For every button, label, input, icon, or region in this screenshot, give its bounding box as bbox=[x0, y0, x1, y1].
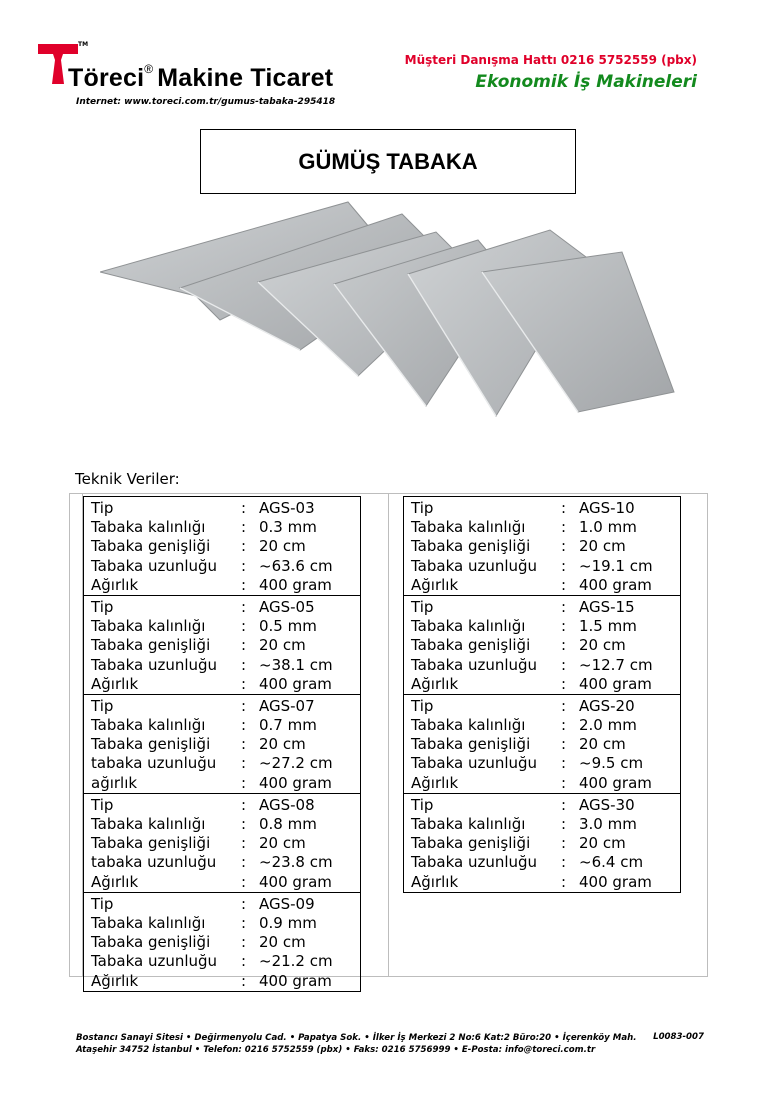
spec-row bbox=[404, 499, 680, 518]
spec-separator: : bbox=[241, 537, 247, 556]
spec-key: Tabaka genişliği bbox=[91, 636, 211, 655]
spec-row bbox=[84, 576, 360, 595]
spec-row bbox=[84, 774, 360, 793]
spec-value: 400 gram bbox=[579, 674, 652, 693]
spec-key: Ağırlık bbox=[411, 575, 459, 594]
spec-key: Tip bbox=[411, 795, 434, 814]
spec-block bbox=[84, 497, 360, 596]
spec-value: 20 cm bbox=[579, 537, 626, 556]
spec-value: 400 gram bbox=[259, 971, 332, 990]
spec-value: ~12.7 cm bbox=[579, 655, 653, 674]
spec-value: 20 cm bbox=[259, 834, 306, 853]
document-code: L0083-007 bbox=[653, 1032, 704, 1042]
silver-sheets-photo bbox=[100, 200, 680, 450]
spec-row bbox=[84, 815, 360, 834]
tech-data-label: Teknik Veriler: bbox=[75, 470, 180, 488]
spec-block bbox=[84, 794, 360, 893]
footer-line-2: Ataşehir 34752 İstanbul • Telefon: 0216 5752559 (pbx) • Faks: 0216 5756999 • E-Posta: info@toreci.com.tr bbox=[76, 1045, 596, 1055]
customer-hotline: Müşteri Danışma Hattı 0216 5752559 (pbx) bbox=[404, 53, 697, 67]
spec-row bbox=[84, 834, 360, 853]
spec-row bbox=[84, 697, 360, 716]
spec-row bbox=[404, 716, 680, 735]
spec-value: ~27.2 cm bbox=[259, 754, 333, 773]
spec-key: Tabaka kalınlığı bbox=[411, 716, 526, 735]
spec-block bbox=[404, 596, 680, 695]
spec-row bbox=[84, 895, 360, 914]
spec-key: Ağırlık bbox=[411, 872, 459, 891]
spec-value: AGS-30 bbox=[579, 795, 635, 814]
spec-separator: : bbox=[241, 933, 247, 952]
spec-key: Tabaka uzunluğu bbox=[91, 556, 218, 575]
spec-value: 20 cm bbox=[579, 735, 626, 754]
spec-block bbox=[404, 794, 680, 893]
spec-row bbox=[84, 796, 360, 815]
spec-separator: : bbox=[561, 655, 567, 674]
page-title: GÜMÜŞ TABAKA bbox=[298, 148, 478, 174]
spec-separator: : bbox=[241, 853, 247, 872]
spec-row bbox=[404, 675, 680, 694]
spec-row bbox=[404, 518, 680, 537]
spec-value: AGS-08 bbox=[259, 795, 315, 814]
spec-row bbox=[84, 716, 360, 735]
spec-row bbox=[84, 914, 360, 933]
spec-value: 400 gram bbox=[579, 773, 652, 792]
spec-row bbox=[404, 873, 680, 892]
spec-column-right bbox=[403, 496, 681, 893]
spec-value: 1.0 mm bbox=[579, 518, 637, 537]
spec-separator: : bbox=[241, 795, 247, 814]
spec-key: Ağırlık bbox=[91, 674, 139, 693]
spec-value: ~23.8 cm bbox=[259, 853, 333, 872]
spec-key: Tabaka genişliği bbox=[411, 537, 531, 556]
spec-separator: : bbox=[561, 735, 567, 754]
spec-key: Tabaka kalınlığı bbox=[91, 815, 206, 833]
spec-value: 20 cm bbox=[259, 933, 306, 952]
spec-separator: : bbox=[561, 716, 567, 735]
spec-key: tabaka uzunluğu bbox=[91, 754, 217, 773]
spec-separator: : bbox=[241, 597, 247, 616]
footer-line-1: Bostancı Sanayi Sitesi • Değirmenyolu Cad. • Papatya Sok. • İlker İş Merkezi 2 No:6 Kat:2 Büro:20 • İçerenköy Mah. bbox=[76, 1033, 637, 1043]
spec-key: Tabaka uzunluğu bbox=[411, 754, 538, 773]
spec-separator: : bbox=[241, 815, 247, 833]
spec-key: Tabaka kalınlığı bbox=[411, 617, 526, 636]
spec-row bbox=[84, 499, 360, 518]
title-box bbox=[200, 129, 576, 194]
spec-block bbox=[404, 497, 680, 596]
spec-separator: : bbox=[241, 716, 247, 735]
spec-separator: : bbox=[241, 617, 247, 636]
spec-separator: : bbox=[561, 853, 567, 872]
spec-separator: : bbox=[241, 696, 247, 715]
spec-key: Tabaka uzunluğu bbox=[91, 655, 218, 674]
spec-row bbox=[84, 537, 360, 556]
spec-key: Ağırlık bbox=[411, 674, 459, 693]
spec-row bbox=[84, 656, 360, 675]
spec-row bbox=[84, 735, 360, 754]
spec-key: Tip bbox=[91, 894, 114, 913]
spec-column-left bbox=[83, 496, 361, 992]
spec-separator: : bbox=[241, 754, 247, 773]
spec-separator: : bbox=[241, 518, 247, 537]
spec-row bbox=[404, 617, 680, 636]
spec-separator: : bbox=[561, 636, 567, 655]
spec-row bbox=[84, 636, 360, 655]
spec-key: Ağırlık bbox=[411, 773, 459, 792]
spec-row bbox=[84, 754, 360, 773]
spec-key: Tabaka kalınlığı bbox=[411, 518, 526, 537]
spec-row bbox=[84, 933, 360, 952]
spec-key: Tip bbox=[411, 696, 434, 715]
spec-value: 400 gram bbox=[259, 872, 332, 891]
spec-key: Tabaka uzunluğu bbox=[91, 952, 218, 971]
spec-key: Tip bbox=[91, 499, 114, 517]
spec-key: Tabaka genişliği bbox=[411, 735, 531, 754]
spec-key: ağırlık bbox=[91, 773, 138, 792]
spec-value: ~21.2 cm bbox=[259, 952, 333, 971]
spec-separator: : bbox=[561, 815, 567, 833]
spec-value: AGS-15 bbox=[579, 597, 635, 616]
spec-row bbox=[404, 576, 680, 595]
spec-value: 400 gram bbox=[579, 575, 652, 594]
spec-row bbox=[84, 952, 360, 971]
spec-separator: : bbox=[561, 617, 567, 636]
spec-row bbox=[84, 518, 360, 537]
spec-value: 20 cm bbox=[259, 636, 306, 655]
spec-row bbox=[404, 636, 680, 655]
spec-separator: : bbox=[561, 518, 567, 537]
spec-separator: : bbox=[561, 597, 567, 616]
spec-value: ~38.1 cm bbox=[259, 655, 333, 674]
spec-row bbox=[404, 735, 680, 754]
spec-value: AGS-03 bbox=[259, 499, 315, 517]
spec-value: AGS-20 bbox=[579, 696, 635, 715]
spec-separator: : bbox=[561, 872, 567, 891]
spec-key: Tip bbox=[91, 597, 114, 616]
spec-block bbox=[84, 893, 360, 992]
spec-separator: : bbox=[241, 834, 247, 853]
spec-separator: : bbox=[241, 952, 247, 971]
spec-separator: : bbox=[241, 655, 247, 674]
spec-key: Ağırlık bbox=[91, 971, 139, 990]
spec-key: Tabaka genişliği bbox=[411, 834, 531, 853]
trademark-mark: TM bbox=[78, 41, 89, 48]
slogan: Ekonomik İş Makineleri bbox=[475, 72, 697, 92]
spec-separator: : bbox=[561, 773, 567, 792]
spec-value: 0.5 mm bbox=[259, 617, 317, 636]
spec-row bbox=[404, 656, 680, 675]
spec-value: 400 gram bbox=[579, 872, 652, 891]
spec-value: 400 gram bbox=[259, 773, 332, 792]
spec-row bbox=[404, 815, 680, 834]
spec-key: Tabaka genişliği bbox=[91, 735, 211, 754]
spec-value: 2.0 mm bbox=[579, 716, 637, 735]
spec-value: ~6.4 cm bbox=[579, 853, 644, 872]
spec-key: Tabaka uzunluğu bbox=[411, 556, 538, 575]
spec-key: Tabaka kalınlığı bbox=[411, 815, 526, 833]
spec-row bbox=[84, 873, 360, 892]
spec-value: AGS-10 bbox=[579, 499, 635, 517]
spec-value: 20 cm bbox=[579, 834, 626, 853]
spec-separator: : bbox=[241, 499, 247, 517]
spec-row bbox=[84, 853, 360, 872]
spec-value: AGS-05 bbox=[259, 597, 315, 616]
spec-separator: : bbox=[241, 636, 247, 655]
spec-separator: : bbox=[241, 894, 247, 913]
spec-key: Tip bbox=[91, 795, 114, 814]
spec-row bbox=[404, 557, 680, 576]
spec-value: 400 gram bbox=[259, 674, 332, 693]
spec-separator: : bbox=[241, 773, 247, 792]
spec-separator: : bbox=[241, 556, 247, 575]
spec-separator: : bbox=[561, 575, 567, 594]
spec-key: Tabaka kalınlığı bbox=[91, 617, 206, 636]
spec-key: Tabaka uzunluğu bbox=[411, 655, 538, 674]
spec-row bbox=[404, 834, 680, 853]
spec-row bbox=[404, 774, 680, 793]
spec-separator: : bbox=[561, 499, 567, 517]
spec-key: Tabaka genişliği bbox=[411, 636, 531, 655]
spec-key: Tabaka uzunluğu bbox=[411, 853, 538, 872]
spec-separator: : bbox=[561, 537, 567, 556]
spec-separator: : bbox=[241, 971, 247, 990]
spec-key: Tip bbox=[91, 696, 114, 715]
spec-key: Tabaka kalınlığı bbox=[91, 913, 206, 932]
spec-value: 20 cm bbox=[259, 735, 306, 754]
spec-value: 20 cm bbox=[579, 636, 626, 655]
spec-separator: : bbox=[241, 872, 247, 891]
footer-address bbox=[76, 1032, 637, 1056]
internet-address[interactable]: Internet: www.toreci.com.tr/gumus-tabaka-295418 bbox=[76, 97, 336, 107]
spec-row bbox=[404, 598, 680, 617]
spec-value: 0.7 mm bbox=[259, 716, 317, 735]
spec-key: Ağırlık bbox=[91, 575, 139, 594]
spec-block bbox=[404, 695, 680, 794]
spec-block bbox=[84, 695, 360, 794]
spec-key: Ağırlık bbox=[91, 872, 139, 891]
spec-block bbox=[84, 596, 360, 695]
spec-key: Tip bbox=[411, 499, 434, 517]
spec-row bbox=[404, 796, 680, 815]
spec-key: Tabaka kalınlığı bbox=[91, 518, 206, 537]
spec-value: 1.5 mm bbox=[579, 617, 637, 636]
company-name: Töreci® Makine Ticaret bbox=[68, 62, 334, 92]
spec-separator: : bbox=[241, 735, 247, 754]
spec-key: Tabaka genişliği bbox=[91, 834, 211, 853]
spec-separator: : bbox=[241, 674, 247, 693]
spec-row bbox=[84, 598, 360, 617]
spec-separator: : bbox=[561, 674, 567, 693]
spec-separator: : bbox=[561, 696, 567, 715]
spec-key: Tabaka genişliği bbox=[91, 537, 211, 556]
spec-value: ~19.1 cm bbox=[579, 556, 653, 575]
spec-value: 0.9 mm bbox=[259, 913, 317, 932]
spec-separator: : bbox=[561, 795, 567, 814]
spec-value: 20 cm bbox=[259, 537, 306, 556]
spec-separator: : bbox=[241, 913, 247, 932]
spec-row bbox=[404, 697, 680, 716]
spec-key: tabaka uzunluğu bbox=[91, 853, 217, 872]
spec-value: ~63.6 cm bbox=[259, 556, 333, 575]
spec-value: 400 gram bbox=[259, 575, 332, 594]
spec-value: 0.8 mm bbox=[259, 815, 317, 833]
spec-key: Tabaka genişliği bbox=[91, 933, 211, 952]
spec-separator: : bbox=[561, 834, 567, 853]
spec-value: AGS-09 bbox=[259, 894, 315, 913]
spec-row bbox=[84, 557, 360, 576]
spec-row bbox=[404, 754, 680, 773]
spec-separator: : bbox=[561, 754, 567, 773]
spec-row bbox=[84, 675, 360, 694]
spec-value: AGS-07 bbox=[259, 696, 315, 715]
spec-separator: : bbox=[241, 575, 247, 594]
spec-row bbox=[404, 537, 680, 556]
spec-row bbox=[84, 972, 360, 991]
spec-value: ~9.5 cm bbox=[579, 754, 644, 773]
spec-value: 0.3 mm bbox=[259, 518, 317, 537]
spec-row bbox=[404, 853, 680, 872]
spec-separator: : bbox=[561, 556, 567, 575]
spec-row bbox=[84, 617, 360, 636]
spec-key: Tip bbox=[411, 597, 434, 616]
spec-value: 3.0 mm bbox=[579, 815, 637, 833]
spec-key: Tabaka kalınlığı bbox=[91, 716, 206, 735]
